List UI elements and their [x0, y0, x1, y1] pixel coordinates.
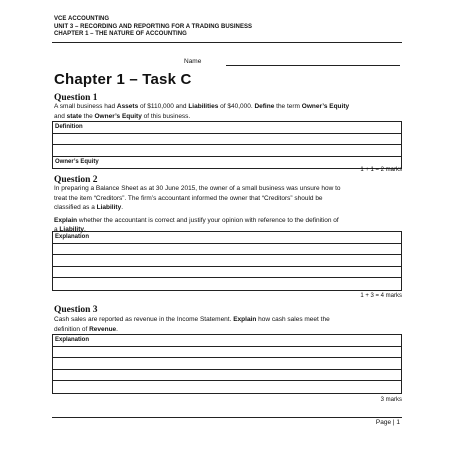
question-1-answer-box[interactable] [52, 121, 402, 169]
name-label: Name [184, 58, 202, 65]
question-2-text: In preparing a Balance Sheet as at 30 June 2015, the owner of a small business was unsure how to treat the item “Creditors”. The firm’s accountant informed the owner that “Creditors” should be classified as a Liability. Explain whether the accountant is correct and justify your opinion with reference to the definition of a Liability. [54, 185, 341, 234]
answer-line[interactable] [53, 134, 401, 146]
answer-line[interactable] [53, 381, 401, 393]
document-header [54, 16, 400, 39]
question-1-marks: 1 + 1 = 2 marks [360, 167, 402, 173]
explanation-label: Explanation [53, 335, 401, 347]
answer-line[interactable] [53, 358, 401, 370]
header-divider [52, 42, 402, 43]
question-1-heading: Question 1 [54, 93, 98, 103]
answer-line[interactable] [53, 267, 401, 279]
name-field[interactable] [226, 65, 400, 66]
answer-line[interactable] [53, 255, 401, 267]
question-1-text: A small business had Assets of $110,000 and Liabilities of $40,000. Define the term Owner’s Equity and state the Owner’s Equity of this business. [54, 103, 350, 120]
answer-line[interactable] [53, 278, 401, 290]
answer-line[interactable] [53, 145, 401, 157]
page-title: Chapter 1 – Task C [54, 71, 192, 88]
question-3-heading: Question 3 [54, 305, 98, 315]
header-chapter: CHAPTER 1 – THE NATURE OF ACCOUNTING [54, 31, 187, 38]
definition-label: Definition [53, 122, 401, 134]
answer-line[interactable] [53, 244, 401, 256]
page-number: Page | 1 [375, 419, 400, 426]
header-subject: VCE ACCOUNTING [54, 16, 110, 22]
owners-equity-label: Owner’s Equity [55, 158, 99, 165]
answer-line[interactable] [53, 347, 401, 359]
answer-line[interactable] [53, 370, 401, 382]
question-3-text: Cash sales are reported as revenue in the Income Statement. Explain how cash sales meet the definition of Revenue. [54, 316, 330, 333]
question-2-answer-box[interactable] [52, 231, 402, 291]
question-3-marks: 3 marks [380, 397, 402, 403]
footer-divider [52, 417, 402, 418]
question-2-heading: Question 2 [54, 175, 98, 185]
explanation-label: Explanation [53, 232, 401, 244]
header-unit: UNIT 3 – RECORDING AND REPORTING FOR A TRADING BUSINESS [54, 23, 253, 30]
question-3-answer-box[interactable] [52, 334, 402, 394]
question-2-marks: 1 + 3 = 4 marks [360, 293, 402, 299]
